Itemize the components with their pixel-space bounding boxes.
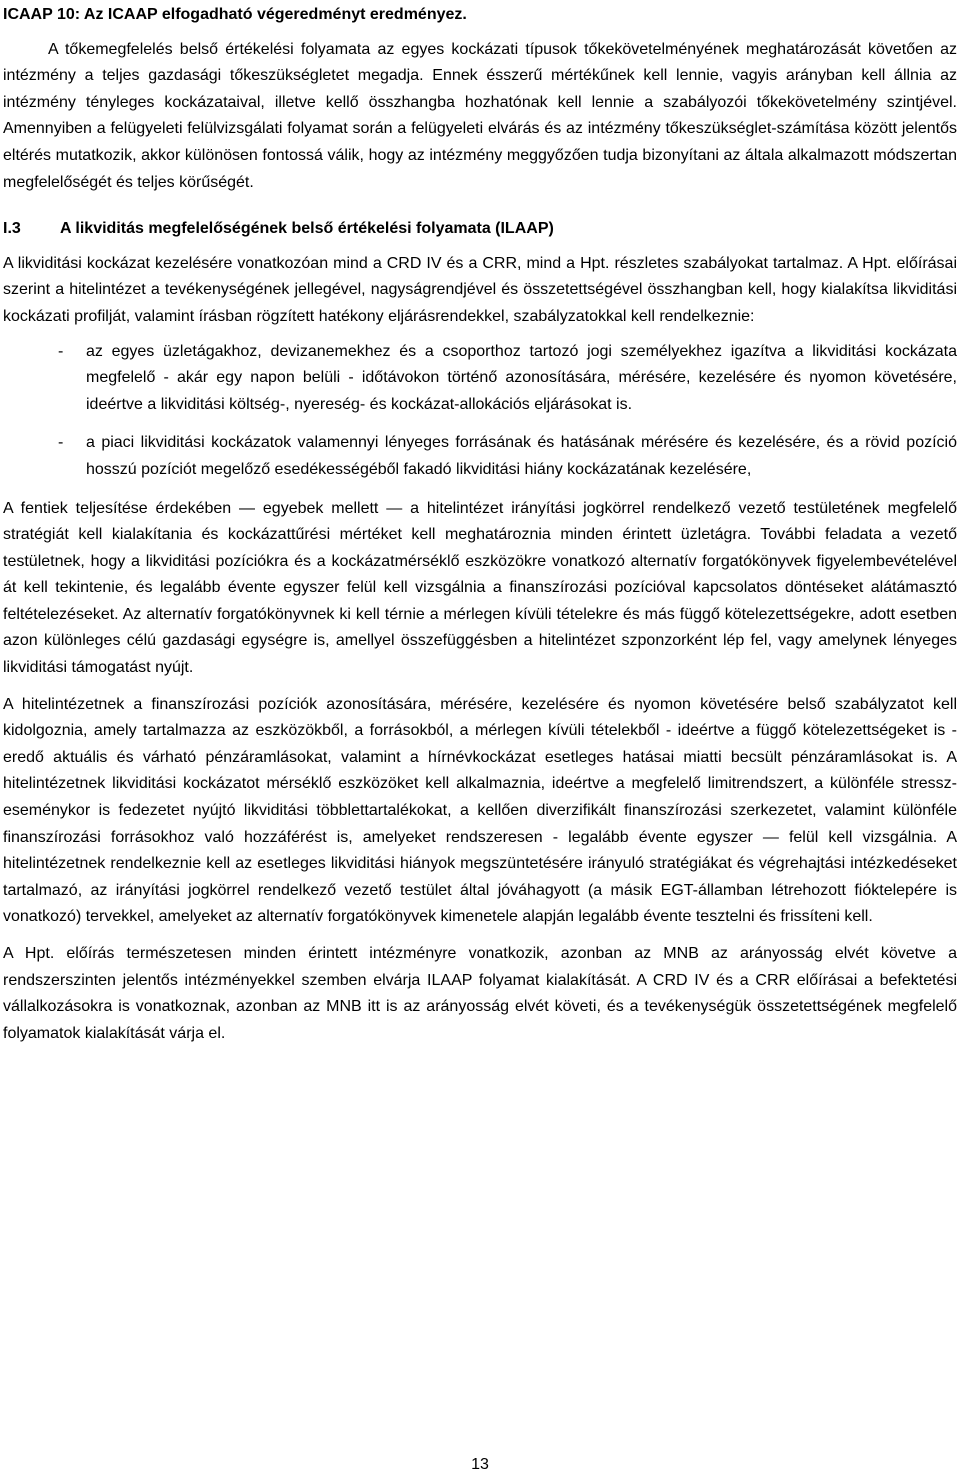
criterion-heading: ICAAP 10: Az ICAAP elfogadható végeredményt eredményez. [3, 6, 467, 23]
body-paragraph: A hitelintézetnek a finanszírozási pozíciók azonosítására, mérésére, kezelésére és nyomon követésére belső szabályzatot kell kidolgoznia, amely tartalmazza az eszközökből, a forrásokból, a mérlegen kívüli tételekből - ideértve a függő kötelezettségeket is - eredő aktuális és várható pénzáramlásokat, valamint a hírnévkockázat esetleges hatásai miatti becsült pénzáramlásokat is. A hitelintézetnek likviditási kockázatot mérséklő eszközöket kell alkalmaznia, ideértve a megfelelő limitrendszert, a különféle stressz-eseménykor is fedezetet nyújtó likviditási többlettartalékokat, a kellően diverzifikált finanszírozási szerkezetet, valamint különféle finanszírozási forrásokhoz való hozzáférést is, amelyeket rendszeresen - legalább évente egyszer — felül kell vizsgálnia. A hitelintézetnek rendelkeznie kell az esetleges likviditási hiányok megszüntetésére irányuló stratégiákat és végrehajtási intézkedéseket tartalmazó, az irányítási jogkörrel rendelkező vezető testület által jóváhagyott (a másik EGT-államban létrehozott fióktelepére is vonatkozó) tervekkel, amelyeket az alternatív forgatókönyvek kimenetele alapján legalább évente tesztelni és frissíteni kell. [3, 695, 957, 926]
list-item-text: a piaci likviditási kockázatok valamennyi lényeges forrásának és hatásának mérésére és kezelésére, és a rövid pozíció hosszú pozíciót megelőző esedékességéből fakadó likviditási hiány kockázatának kezelésére, [86, 434, 957, 478]
section-title: A likviditás megfelelőségének belső értékelési folyamata (ILAAP) [60, 220, 554, 238]
body-paragraph: A Hpt. előírás természetesen minden érintett intézményre vonatkozik, azonban az MNB az arányosság elvét követve a rendszerszinten jelentős intézményekkel szemben elvárja ILAAP folyamat kialakítását. A CRD IV és a CRR előírásai a befektetési vállalkozásokra is vonatkoznak, azonban az MNB itt is az arányosság elvét követi, és a tevékenységük összetettségének megfelelő folyamatok kialakítását várja el. [3, 945, 957, 1042]
body-paragraph: A fentiek teljesítése érdekében — egyebek mellett — a hitelintézet irányítási jogkörrel rendelkező vezető testületének megfelelő stratégiát kell kialakítania és kockázattűrési mértéket kell meghatároznia minden érintett üzletágra. További feladata a vezető testületnek, hogy a likviditási pozíciókra és a kockázatmérséklő eszközökre vonatkozó alternatív forgatókönyvek figyelembevételével át kell tekintenie, és legalább évente egyszer felül kell vizsgálnia a finanszírozási pozícióval kapcsolatos döntéseket alátámasztó feltételezéseket. Az alternatív forgatókönyvnek ki kell térnie a mérlegen kívüli tételekre és más függő kötelezettségekre, adott esetben azon különleges célú gazdasági egységre is, amellyel összefüggésben a hitelintézet szponzorként lép fel, vagy amelynek lényeges likviditási támogatást nyújt. [3, 499, 957, 677]
list-bullet: - [58, 434, 64, 452]
section-number: I.3 [3, 220, 21, 238]
list-item [3, 430, 957, 483]
intro-paragraph: A tőkemegfelelés belső értékelési folyamata az egyes kockázati típusok tőkekövetelményének meghatározását követően az intézmény a teljes gazdasági tőkeszükségletet megadja. Ennek ésszerű mértékűnek kell lennie, vagyis arányban kell állnia az intézmény tényleges kockázataival, illetve kellő összhangba hozhatónak kell lennie a szabályozói tőkekövetelmény szintjével. Amennyiben a felügyeleti felülvizsgálati folyamat során a felügyeleti elvárás és az intézmény tőkeszükséglet-számítása között jelentős eltérés mutatkozik, akkor különösen fontossá válik, hogy az intézmény meggyőzően tudja bizonyítani az általa alkalmazott módszertan megfelelőségét és teljes körűségét. [3, 40, 957, 191]
list-item [3, 339, 957, 419]
list-bullet: - [58, 342, 64, 360]
list-item-text: az egyes üzletágakhoz, devizanemekhez és a csoporthoz tartozó jogi személyekhez igazítva a likviditási kockázata megfelelő - akár egy napon belüli - időtávokon történő azonosítására, mérésére, kezelésére és nyomon követésére, ideértve a likviditási költség-, nyereség- és kockázat-allokációs eljárásokat is. [86, 342, 957, 413]
document-page [3, 2, 957, 1057]
page-number: 13 [471, 1456, 489, 1473]
section-intro-paragraph: A likviditási kockázat kezelésére vonatkozóan mind a CRD IV és a CRR, mind a Hpt. részletes szabályokat tartalmaz. A Hpt. előírásai szerint a hitelintézet a tevékenységének jellegével, nagyságrendjével és összetettségével összhangban kell, hogy kialakítsa likviditási kockázati profilját, valamint írásban rögzített hatékony eljárásrendekkel, szabályzatokkal kell rendelkeznie: [3, 254, 957, 325]
spacer [3, 196, 957, 216]
requirements-list [3, 339, 957, 484]
section-heading [3, 216, 957, 243]
